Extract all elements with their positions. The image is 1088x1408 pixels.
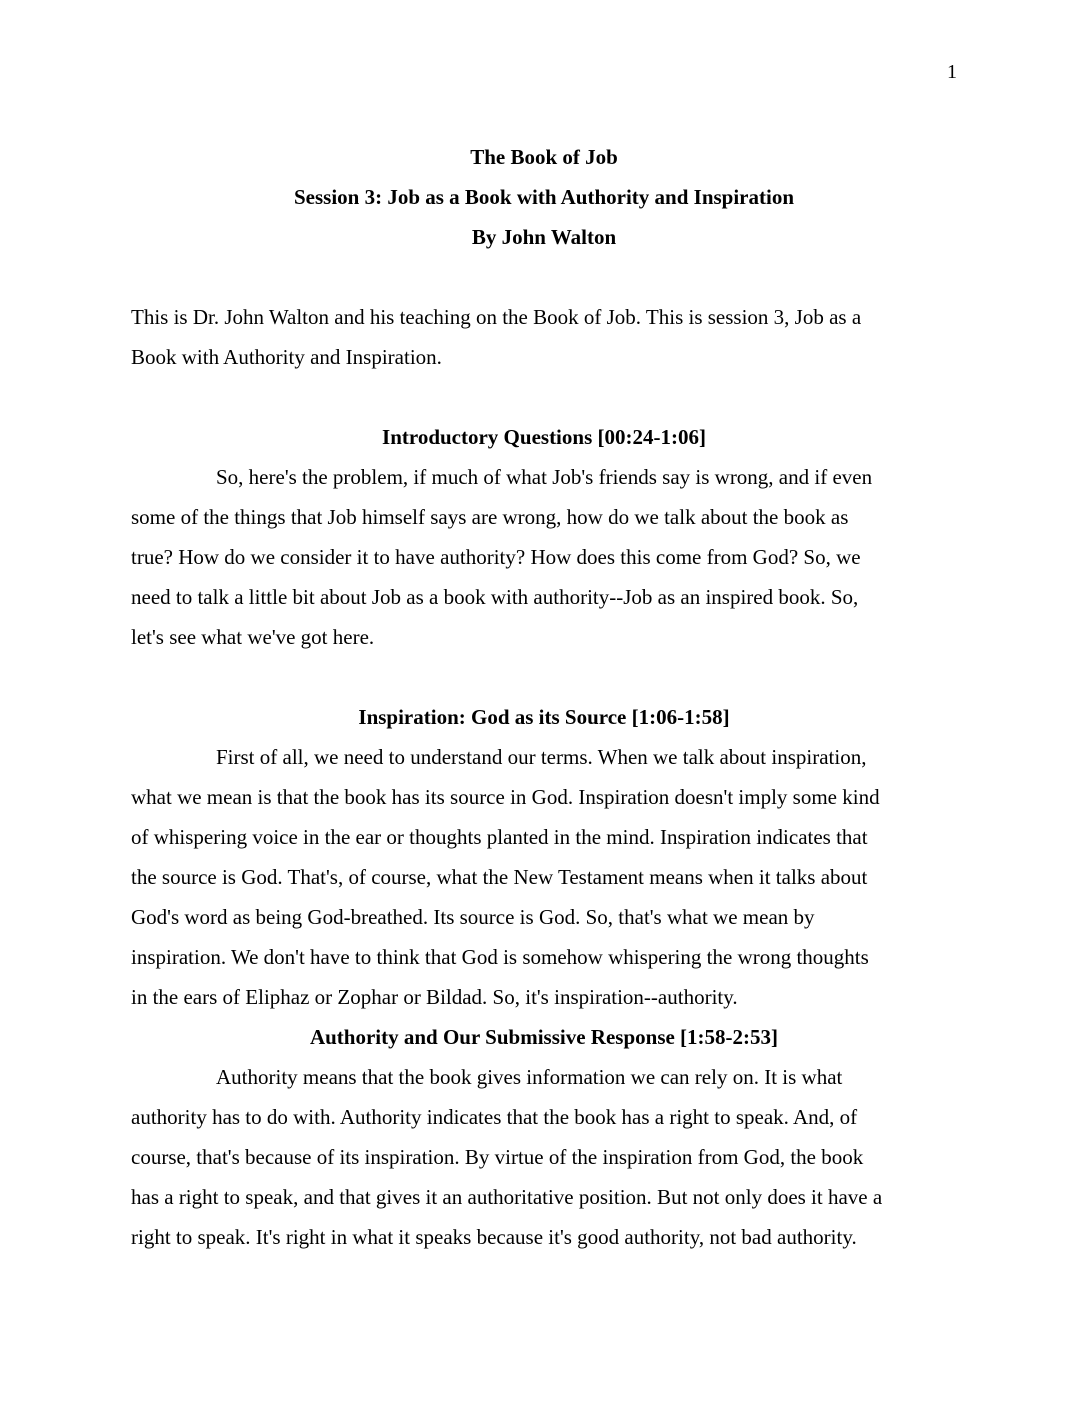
text-line: has a right to speak, and that gives it an authoritative position. But not only does it have a [131,1185,883,1209]
text-line: some of the things that Job himself says are wrong, how do we talk about the book as [131,505,849,529]
section-introductory-questions [131,417,957,657]
text-line: So, here's the problem, if much of what Job's friends say is wrong, and if even [216,465,873,489]
text-line: The Book of Job [470,145,618,169]
document-title-block [131,137,957,257]
text-line: let's see what we've got here. [131,625,375,649]
text-line: the source is God. That's, of course, what the New Testament means when it talks about [131,865,868,889]
text-line: right to speak. It's right in what it speaks because it's good authority, not bad authority. [131,1225,857,1249]
text-line: This is Dr. John Walton and his teaching on the Book of Job. This is session 3, Job as a [131,305,862,329]
section-paragraph [131,737,957,1017]
text-line: God's word as being God-breathed. Its source is God. So, that's what we mean by [131,905,815,929]
text-line: Book with Authority and Inspiration. [131,345,442,369]
text-line: need to talk a little bit about Job as a book with authority--Job as an inspired book. So, [131,585,859,609]
section-inspiration-god-as-source [131,697,957,1017]
text-line: what we mean is that the book has its source in God. Inspiration doesn't imply some kind [131,785,880,809]
text-line: of whispering voice in the ear or thoughts planted in the mind. Inspiration indicates that [131,825,868,849]
text-line: First of all, we need to understand our terms. When we talk about inspiration, [216,745,867,769]
text-line: By John Walton [471,225,617,249]
section-paragraph [131,457,957,657]
text-line: true? How do we consider it to have authority? How does this come from God? So, we [131,545,861,569]
section-authority-submissive-response [131,1017,957,1257]
text-line: inspiration. We don't have to think that God is somehow whispering the wrong thoughts [131,945,869,969]
text-line: authority has to do with. Authority indicates that the book has a right to speak. And, of [131,1105,858,1129]
section-heading-inspiration: Inspiration: God as its Source [1:06-1:58] [358,705,730,729]
text-line: Authority means that the book gives information we can rely on. It is what [216,1065,843,1089]
text-line: in the ears of Eliphaz or Zophar or Bildad. So, it's inspiration--authority. [131,985,738,1009]
section-heading-authority: Authority and Our Submissive Response [1:58-2:53] [309,1025,779,1049]
section-paragraph [131,1057,957,1257]
page-number: 1 [947,61,957,83]
text-line: Session 3: Job as a Book with Authority and Inspiration [293,185,795,209]
text-line: course, that's because of its inspiration. By virtue of the inspiration from God, the book [131,1145,864,1169]
intro-paragraph [131,297,957,377]
section-heading-introductory-questions: Introductory Questions [00:24-1:06] [382,425,706,449]
